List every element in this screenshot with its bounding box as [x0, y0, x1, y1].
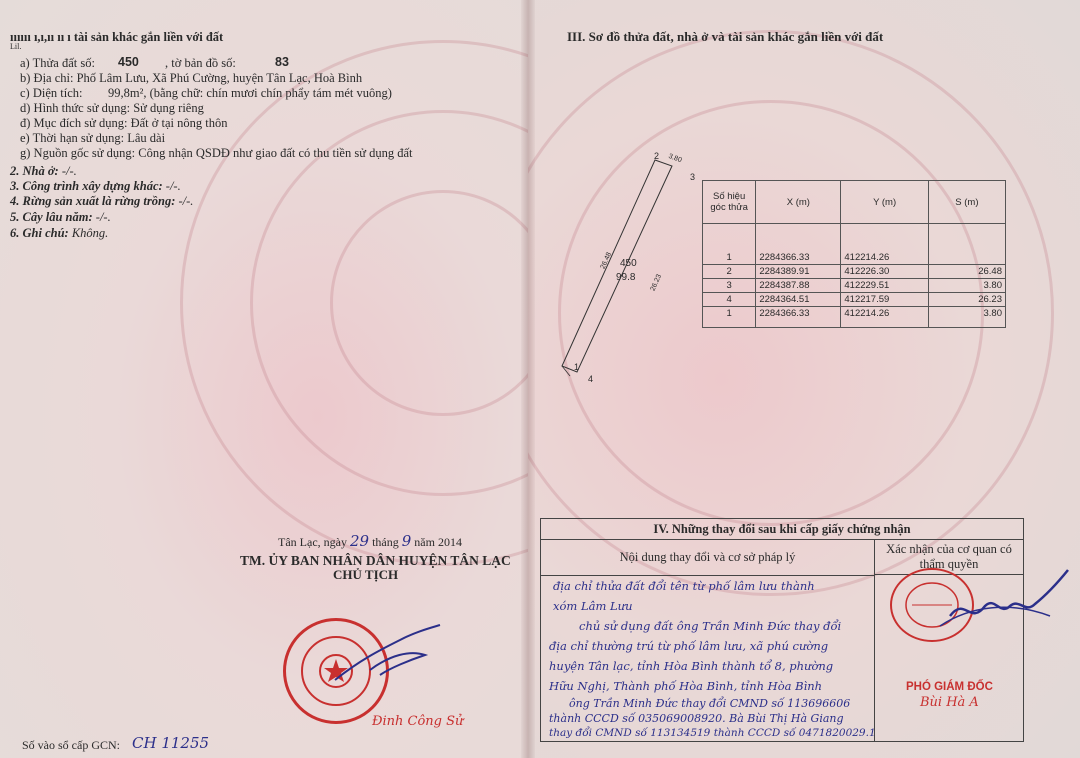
corner-label-1: 1: [574, 362, 580, 372]
table-cell: 412214.26: [841, 224, 928, 265]
page-fold: [521, 0, 535, 758]
table-header: Y (m): [841, 181, 928, 224]
register-label: Số vào sổ cấp GCN:: [22, 738, 120, 752]
handwritten-line: địa chỉ thường trú từ phố lâm lưu, xã phú cường: [549, 639, 829, 653]
item-other-construction: 3. Công trình xây dựng khác: -/-.: [10, 179, 181, 193]
corner-label-3: 3: [690, 172, 696, 182]
corner-label-2: 2: [654, 151, 660, 161]
table-row: [703, 307, 1006, 328]
table-row: [703, 224, 1006, 265]
edge-label-23: 3.80: [667, 152, 683, 165]
table-cell: 2: [703, 265, 756, 279]
field-usage-purpose: đ) Mục đích sử dụng: Đất ở tại nông thôn: [20, 116, 228, 130]
table-header: Số hiệu góc thửa: [703, 181, 756, 224]
table-row: [703, 265, 1006, 279]
field-usage-origin: g) Nguồn gốc sử dụng: Công nhận QSDĐ như giao đất có thu tiền sử dụng đất: [20, 146, 413, 160]
field-area-value: 99,8m², (bằng chữ: chín mươi chín phẩy tám mét vuông): [108, 86, 392, 100]
field-usage-term: e) Thời hạn sử dụng: Lâu dài: [20, 131, 166, 145]
table-cell: 3.80: [928, 307, 1005, 328]
table-cell: 26.23: [928, 293, 1005, 307]
changes-section-title: IV. Những thay đổi sau khi cấp giấy chứng nhận: [541, 519, 1023, 540]
section3-title: III. Sơ đồ thửa đất, nhà ở và tài sản khác gắn liền với đất: [567, 29, 884, 44]
item-forest: 4. Rừng sản xuất là rừng trồng: -/-.: [10, 194, 194, 208]
corner-label-4: 4: [588, 374, 594, 384]
table-cell: 2284366.33: [756, 307, 841, 328]
table-cell: 3.80: [928, 279, 1005, 293]
item-house: 2. Nhà ở: -/-.: [10, 164, 77, 178]
table-header: S (m): [928, 181, 1005, 224]
edge-label-34: 26.23: [649, 273, 664, 293]
table-cell: 26.48: [928, 265, 1005, 279]
table-cell: 2284389.91: [756, 265, 841, 279]
table-cell: 412214.26: [841, 307, 928, 328]
section-heading-partial: ıııııı ı,ı,ıı ıı ı tài sản khác gắn liền với đất: [10, 30, 224, 44]
left-page: [0, 0, 528, 758]
field-usage-form: d) Hình thức sử dụng: Sử dụng riêng: [20, 101, 204, 115]
parcel-area: 99.8: [616, 272, 636, 283]
parcel-number: 450: [620, 258, 637, 269]
handwritten-line: thành CCCD số 035069008920. Bà Bùi Thị Hà Giang: [549, 712, 844, 725]
field-address: b) Địa chỉ: Phố Lâm Lưu, Xã Phú Cường, huyện Tân Lạc, Hoà Bình: [20, 71, 363, 85]
handwritten-line: thay đổi CMND số 113134519 thành CCCD số 0471820029.1: [549, 727, 876, 739]
confirm-position: PHÓ GIÁM ĐỐC: [906, 681, 993, 693]
date-line: Tân Lạc, ngày 29 tháng 9 năm 2014: [278, 532, 462, 550]
field-parcel-value: 450: [118, 55, 139, 69]
table-cell: 1: [703, 224, 756, 265]
heading-mark: Lil.: [10, 42, 22, 51]
changes-content-header: Nội dung thay đổi và cơ sở pháp lý: [541, 539, 875, 576]
handwritten-line: xóm Lâm Lưu: [553, 599, 633, 613]
handwritten-line: chủ sử dụng đất ông Trần Minh Đức thay đổi: [579, 619, 842, 633]
table-row: [703, 293, 1006, 307]
table-cell: 3: [703, 279, 756, 293]
handwritten-line: Hữu Nghị, Thành phố Hòa Bình, tỉnh Hòa Bình: [549, 679, 823, 693]
chairman-signature-icon: [330, 620, 460, 690]
changes-confirm-header: Xác nhận của cơ quan có thẩm quyền: [875, 539, 1023, 575]
table-row: [703, 279, 1006, 293]
table-cell: 4: [703, 293, 756, 307]
handwritten-line: ông Trần Minh Đức thay đổi CMND số 113696606: [569, 697, 851, 710]
table-cell: 412226.30: [841, 265, 928, 279]
field-parcel-label: a) Thửa đất số:: [20, 56, 95, 70]
director-signature-icon: [930, 556, 1075, 656]
table-cell: 2284387.88: [756, 279, 841, 293]
item-perennial: 5. Cây lâu năm: -/-.: [10, 210, 111, 224]
register-value: CH 11255: [132, 734, 210, 752]
coordinate-table: [702, 180, 1006, 328]
handwritten-line: huyện Tân lạc, tỉnh Hòa Bình thành tổ 8, phường: [549, 659, 834, 673]
confirm-name: Bùi Hà A: [920, 695, 979, 710]
authority-title: TM. ỦY BAN NHÂN DÂN HUYỆN TÂN LẠC: [240, 553, 511, 568]
position-title: CHỦ TỊCH: [333, 567, 399, 582]
table-cell: [928, 224, 1005, 265]
item-note: 6. Ghi chú: Không.: [10, 226, 109, 240]
handwritten-line: địa chỉ thửa đất đổi tên từ phố lâm lưu thành: [553, 579, 815, 593]
field-sheet-value: 83: [275, 55, 289, 69]
table-cell: 2284366.33: [756, 224, 841, 265]
table-cell: 412229.51: [841, 279, 928, 293]
table-cell: 412217.59: [841, 293, 928, 307]
edge-label-12: 26.48: [599, 251, 614, 271]
column-divider: [874, 575, 875, 741]
table-cell: 2284364.51: [756, 293, 841, 307]
table-cell: 1: [703, 307, 756, 328]
table-header: X (m): [756, 181, 841, 224]
field-sheet-label: , tờ bản đồ số:: [165, 56, 236, 70]
signer-name: Đinh Công Sử: [372, 714, 464, 729]
field-area-label: c) Diện tích:: [20, 86, 83, 100]
